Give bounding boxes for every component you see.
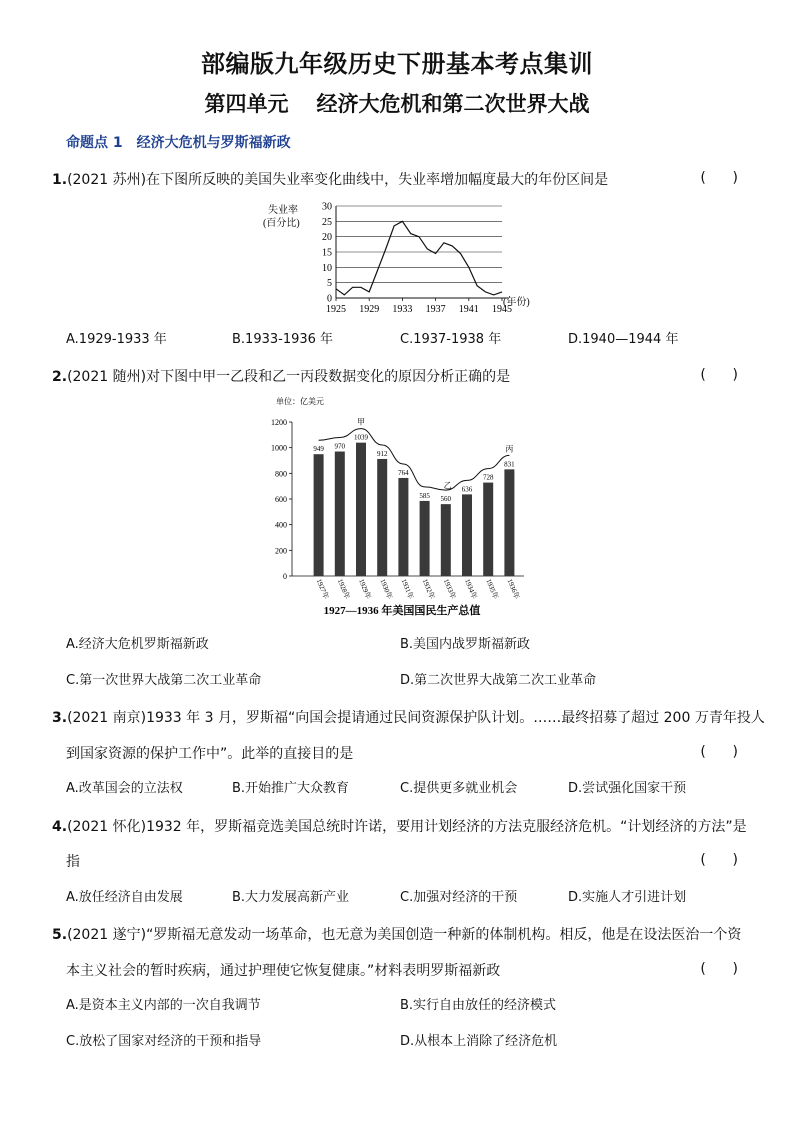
chart2-bar-value: 764: [398, 468, 409, 477]
chart2-bar-value: 912: [376, 449, 388, 458]
chart1-grid: [336, 206, 508, 298]
answer-blank: ( ): [700, 961, 738, 977]
q3-option-c[interactable]: C.提供更多就业机会: [400, 781, 518, 796]
chart1-ytick-label: 10: [322, 262, 332, 274]
answer-blank: ( ): [700, 852, 738, 868]
question-3-line2: 到国家资源的保护工作中”。此举的直接目的是: [66, 746, 354, 762]
question-3: [52, 708, 765, 728]
chart1-ytick-label: 0: [327, 293, 332, 305]
chart1-xtick-label: 1929: [359, 304, 380, 315]
chart2-label-bing: 丙: [505, 444, 514, 454]
chart1-xtick-label: 1937: [425, 304, 446, 315]
chart2-trend-curve: [319, 429, 510, 490]
answer-blank: ( ): [700, 170, 738, 186]
question-text: (2021 随州)对下图中甲一乙段和乙一丙段数据变化的原因分析正确的是: [67, 369, 511, 385]
q5-option-d[interactable]: D.从根本上消除了经济危机: [400, 1034, 558, 1049]
chart2-category-label: 1930年: [378, 577, 394, 601]
chart2-bar-value: 636: [461, 485, 473, 494]
chart2-category-label: 1932年: [420, 577, 437, 601]
chart2-bar: [420, 501, 430, 576]
section-heading: [66, 132, 291, 152]
unemployment-chart: [258, 198, 558, 320]
chart2-category-label: 1934年: [463, 577, 479, 601]
q3-option-d[interactable]: D.尝试强化国家干预: [568, 781, 687, 796]
chart2-bar: [398, 478, 408, 576]
chart2-category-label: 1933年: [441, 577, 458, 601]
chart2-ytick-label: 200: [275, 546, 287, 556]
question-5: [52, 925, 741, 945]
q2-option-d[interactable]: D.第二次世界大战第二次工业革命: [400, 673, 597, 688]
section-label: 命题点 1: [66, 135, 123, 151]
chart1-ytick-label: 20: [322, 232, 332, 244]
chart2-category-label: 1929年: [357, 577, 373, 601]
answer-blank: ( ): [700, 367, 738, 383]
chart2-ytick-label: 800: [275, 469, 287, 479]
chart1-ytick-label: 5: [327, 278, 332, 290]
chart2-category-label: 1927年: [314, 577, 331, 601]
question-number: 5.: [52, 927, 68, 943]
question-number: 4.: [52, 819, 68, 835]
q2-option-b[interactable]: B.美国内战罗斯福新政: [400, 637, 531, 652]
q5-option-a[interactable]: A.是资本主义内部的一次自我调节: [66, 998, 261, 1013]
chart2-ytick-label: 600: [275, 495, 287, 504]
chart2-bar: [504, 469, 514, 576]
gnp-chart: [262, 392, 542, 622]
chart2-bars: [313, 434, 521, 601]
chart2-title: 1927—1936 年美国国民生产总值: [323, 605, 481, 617]
question-4: [52, 817, 747, 837]
q4-option-c[interactable]: C.加强对经济的干预: [400, 890, 518, 905]
chart2-bar-value: 585: [419, 491, 430, 500]
q4-option-d[interactable]: D.实施人才引进计划: [568, 890, 687, 905]
chart2-category-label: 1936年: [505, 577, 521, 601]
question-text: (2021 苏州)在下图所反映的美国失业率变化曲线中，失业率增加幅度最大的年份区间是: [67, 172, 609, 188]
chart1-series-line: [336, 221, 502, 295]
unit-name: 经济大危机和第二次世界大战: [316, 92, 590, 116]
chart1-xtick-label: 1941: [458, 304, 479, 315]
chart1-ylabel-line2: (百分比): [263, 218, 300, 229]
question-text-line1: (2021 南京)1933 年 3 月，罗斯福“向国会提请通过民间资源保护队计划。……最终招募了超过 200 万青年投人: [67, 710, 765, 726]
chart2-bar-value: 1039: [354, 433, 368, 442]
chart1-xtick-label: 1925: [326, 304, 346, 315]
q4-option-b[interactable]: B.大力发展高新产业: [232, 890, 350, 905]
chart2-category-label: 1931年: [399, 577, 415, 601]
chart2-bar-value: 728: [482, 473, 494, 482]
q5-option-b[interactable]: B.实行自由放任的经济模式: [400, 998, 557, 1013]
section-name: 经济大危机与罗斯福新政: [136, 135, 291, 151]
page-title: 部编版九年级历史下册基本考点集训: [201, 50, 593, 78]
q5-option-c[interactable]: C.放松了国家对经济的干预和指导: [66, 1034, 262, 1049]
unit-number: 第四单元: [204, 92, 289, 116]
question-number: 2.: [52, 369, 68, 385]
chart1-yticks: [322, 202, 332, 305]
q1-option-b[interactable]: B.1933-1936 年: [232, 332, 334, 347]
chart2-label-jia: 甲: [357, 417, 365, 427]
q3-option-a[interactable]: A.改革国会的立法权: [66, 781, 183, 796]
chart2-bar-value: 949: [313, 445, 324, 454]
q1-option-d[interactable]: D.1940—1944 年: [568, 332, 679, 347]
question-number: 1.: [52, 172, 68, 188]
q3-option-b[interactable]: B.开始推广大众教育: [232, 781, 350, 796]
question-1: [52, 170, 608, 190]
chart2-bar: [377, 459, 387, 576]
chart1-xtick-label: 1945: [492, 304, 512, 315]
chart2-bar-value: 831: [504, 460, 515, 469]
question-2: [52, 367, 510, 387]
chart1-ylabel-line1: 失业率: [268, 205, 298, 216]
q1-option-c[interactable]: C.1937-1938 年: [400, 332, 502, 347]
chart2-category-label: 1935年: [484, 577, 500, 601]
chart1-ytick-label: 30: [322, 201, 332, 213]
chart2-bar: [483, 483, 493, 576]
chart2-bar: [314, 454, 324, 576]
unit-title: [0, 88, 794, 118]
chart2-unit-label: 单位：亿美元: [276, 397, 324, 406]
chart2-bar-value: 560: [440, 495, 452, 504]
chart2-ytick-label: 0: [283, 572, 287, 581]
question-text-line1: (2021 遂宁)“罗斯福无意发动一场革命，也无意为美国创造一种新的体制机构。相反，他是在设法医治一个资: [67, 927, 742, 943]
chart2-ytick-label: 1000: [271, 443, 287, 453]
chart2-ytick-label: 1200: [271, 418, 287, 427]
q2-option-a[interactable]: A.经济大危机罗斯福新政: [66, 637, 209, 652]
chart1-ytick-label: 25: [322, 216, 332, 228]
question-4-line2: 指: [66, 854, 80, 870]
chart2-bar: [462, 494, 472, 576]
chart1-ytick-label: 15: [322, 247, 332, 259]
chart2-bar: [441, 504, 451, 576]
q4-option-a[interactable]: A.放任经济自由发展: [66, 890, 183, 905]
chart2-bar: [335, 452, 345, 576]
question-text-line1: (2021 怀化)1932 年，罗斯福竞选美国总统时许诺，要用计划经济的方法克服经济危机。“计划经济的方法”是: [67, 819, 747, 835]
chart2-bar: [356, 443, 366, 576]
question-5-line2: 本主义社会的暂时疾病，通过护理使它恢复健康。”材料表明罗斯福新政: [66, 963, 501, 979]
q1-option-a[interactable]: A.1929-1933 年: [66, 332, 167, 347]
chart1-xticks: [326, 298, 512, 315]
answer-blank: ( ): [700, 744, 738, 760]
chart2-ytick-label: 400: [275, 520, 287, 530]
question-number: 3.: [52, 710, 68, 726]
chart1-xtick-label: 1933: [392, 304, 413, 315]
q2-option-c[interactable]: C.第一次世界大战第二次工业革命: [66, 673, 262, 688]
chart2-label-yi: 乙: [443, 481, 452, 491]
chart1-xlabel: (年份): [503, 297, 530, 308]
chart2-category-label: 1928年: [335, 577, 352, 601]
chart2-bar-value: 970: [334, 442, 346, 451]
